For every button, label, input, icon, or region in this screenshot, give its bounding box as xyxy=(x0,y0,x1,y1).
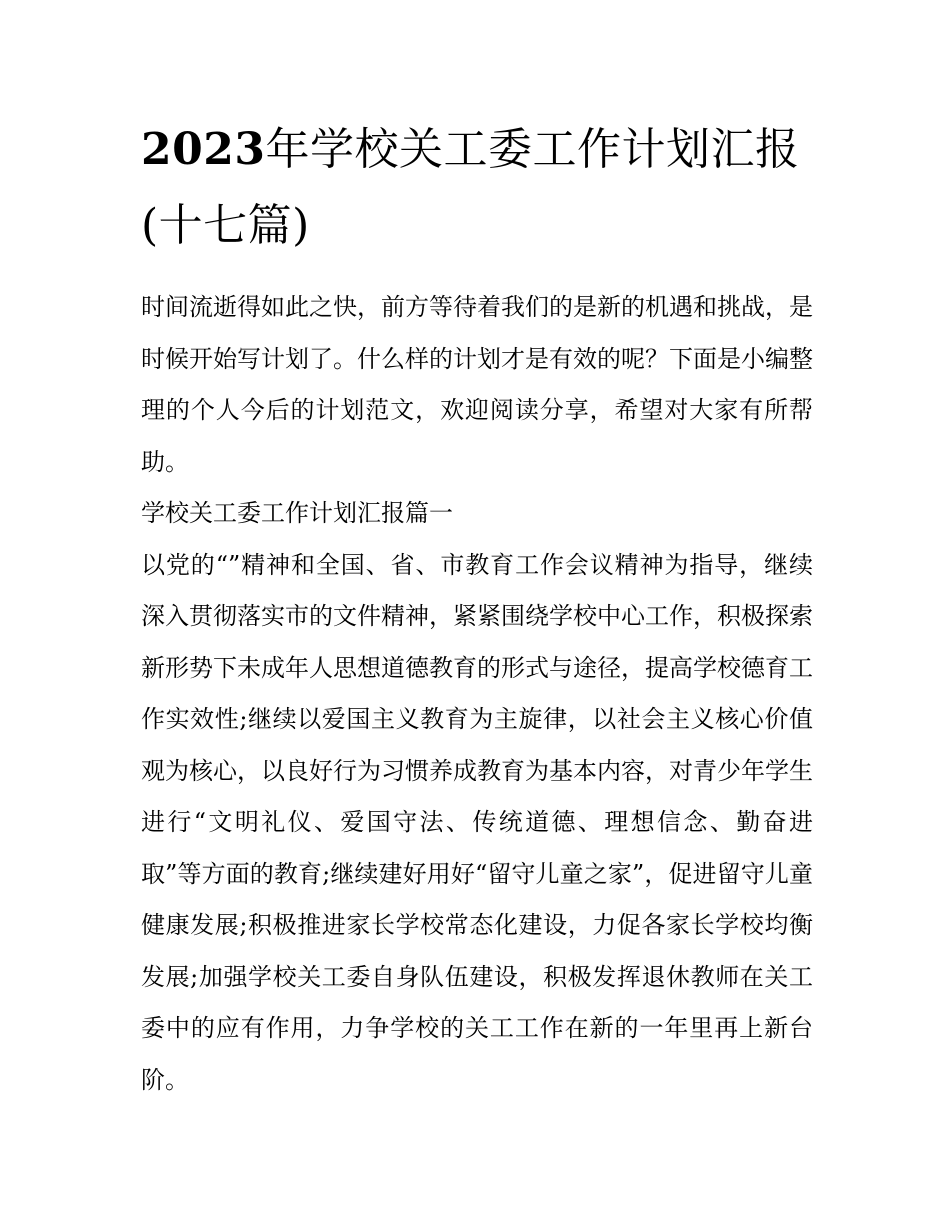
document-title xyxy=(141,112,813,264)
body-paragraph: 以党的“”精神和全国、省、市教育工作会议精神为指导，继续深入贯彻落实市的文件精神，紧紧围绕学校中心工作，积极探索新形势下未成年人思想道德教育的形式与途径，提高学校德育工作实效性;继续以爱国主义教育为主旋律，以社会主义核心价值观为核心，以良好行为习惯养成教育为基本内容，对青少年学生进行“文明礼仪、爱国守法、传统道德、理想信念、勤奋进取”等方面的教育;继续建好用好“留守儿童之家”，促进留守儿童健康发展;积极推进家长学校常态化建设，力促各家长学校均衡发展;加强学校关工委自身队伍建设，积极发挥退休教师在关工委中的应有作用，力争学校的关工工作在新的一年里再上新台阶。 xyxy=(141,550,813,1094)
intro-paragraph: 时间流逝得如此之快，前方等待着我们的是新的机遇和挑战，是时候开始写计划了。什么样的计划才是有效的呢？下面是小编整理的个人今后的计划范文，欢迎阅读分享，希望对大家有所帮助。 xyxy=(141,293,813,476)
title-year: 2023 xyxy=(141,124,266,175)
title-text: 年学校关工委工作计划汇报(十七篇) xyxy=(141,124,800,251)
document-content xyxy=(141,112,813,1106)
section-heading: 学校关工委工作计划汇报篇一 xyxy=(141,499,453,527)
